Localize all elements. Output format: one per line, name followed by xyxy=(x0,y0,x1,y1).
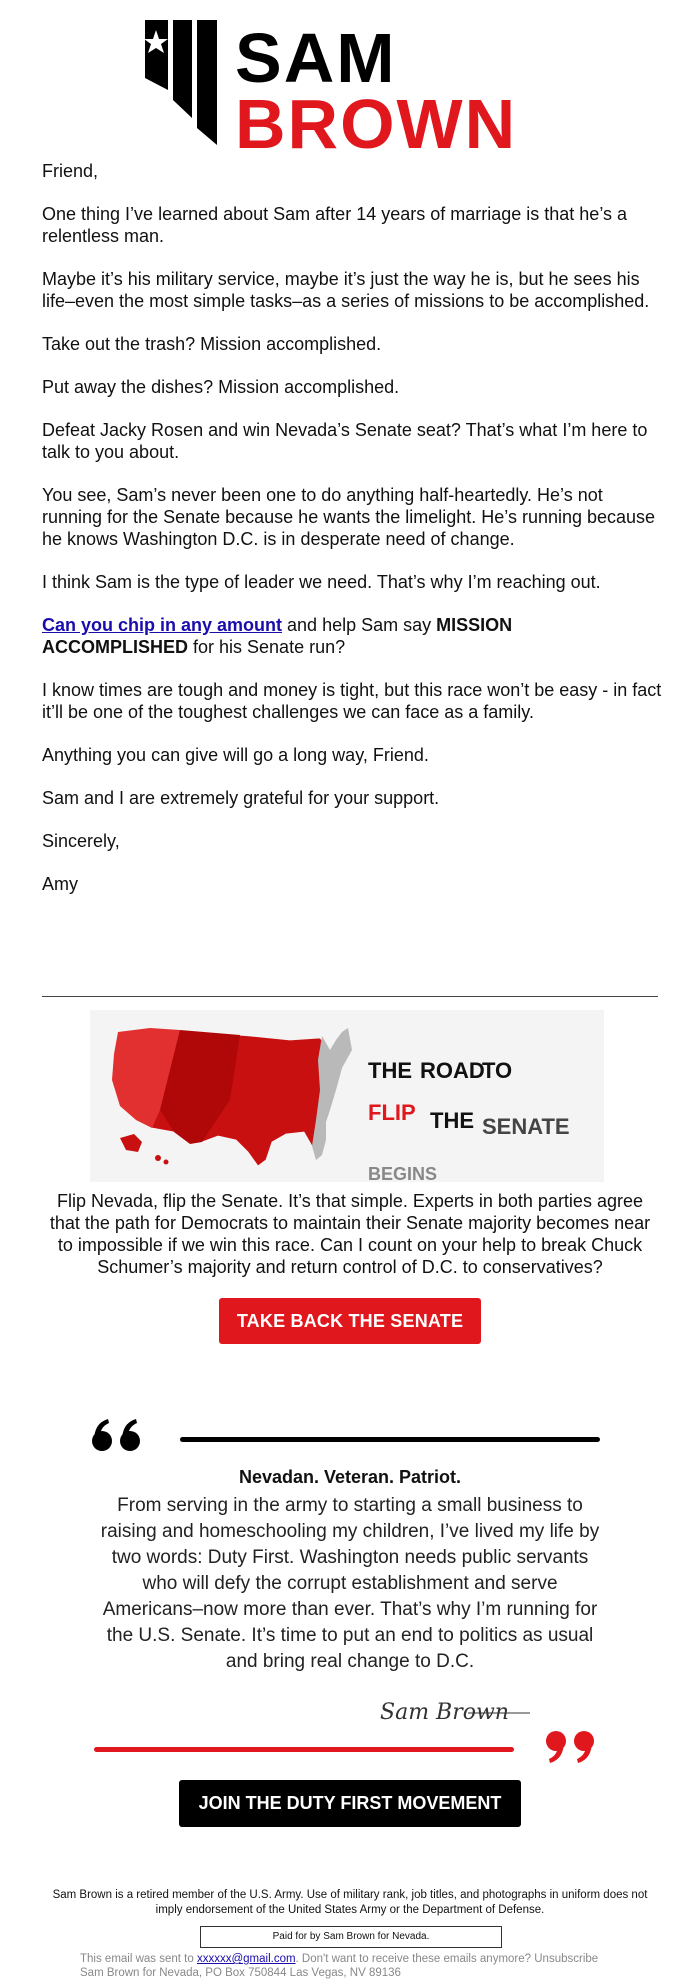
paragraph: Maybe it’s his military service, maybe it’s just the way he is, but he sees his life–even the most simple tasks–as a series of missions to be accomplished. xyxy=(42,269,650,311)
paragraph: I know times are tough and money is tight, but this race won’t be easy - in fact it’ll be one of the toughest challenges we can face as a family. xyxy=(42,680,662,722)
footer-address: Sam Brown for Nevada, PO Box 750844 Las Vegas, NV 89136 xyxy=(80,1967,401,1979)
quote-title: Nevadan. Veteran. Patriot. xyxy=(238,1467,462,1487)
banner-word-to: TO xyxy=(482,1058,513,1083)
paragraph: I think Sam is the type of leader we need. That’s why I’m reaching out. xyxy=(42,572,601,592)
sam-brown-signature: Sam Brown xyxy=(380,1700,509,1725)
letter-signature: Amy xyxy=(42,874,78,894)
logo-flag-stripe xyxy=(173,20,192,118)
paragraph: One thing I’ve learned about Sam after 14 years of marriage is that he’s a relentless man. xyxy=(42,204,627,246)
banner-word-senate: SENATE xyxy=(482,1114,570,1139)
paragraph: Sam and I are extremely grateful for your support. xyxy=(42,788,440,808)
quote-body: From serving in the army to starting a small business to raising and homeschooling my children, I’ve lived my life by two words: Duty First. Washington needs public servants who will defy the corrupt establishment and serve Americans–now more than ever. That’s why I’m running for the U.S. Senate. It’s time to put an end to politics as usual and bring real change to D.C. xyxy=(100,1495,600,1672)
quote-bottom-rule xyxy=(94,1747,514,1752)
recipient-email-link[interactable]: xxxxxx@gmail.com xyxy=(196,1953,296,1965)
take-back-senate-button[interactable]: TAKE BACK THE SENATE xyxy=(219,1298,481,1344)
flip-nevada-text: Flip Nevada, flip the Senate. It’s that simple. Experts in both parties agree that the path for Democrats to maintain their Senate majority becomes near to impossible if we win this race. Can I count on your help to break Chuck Schumer’s majority and return control of D.C. to conservatives? xyxy=(49,1191,651,1277)
open-quote-icon xyxy=(92,1419,140,1451)
logo-flag-stripe xyxy=(197,20,217,145)
logo-line2: BROWN xyxy=(235,85,518,155)
military-disclaimer: Sam Brown is a retired member of the U.S. Army. Use of military rank, job titles, and photographs in uniform does not imply endorsement of the United States Army or the Department of Defense. xyxy=(52,1889,648,1916)
logo-flag-stripe xyxy=(145,20,168,90)
paragraph: Anything you can give will go a long way, Friend. xyxy=(42,745,429,765)
quote-bottom-decoration xyxy=(90,1695,610,1765)
quote-top-decoration xyxy=(90,1415,610,1465)
banner-word-flip: FLIP xyxy=(368,1100,416,1125)
mission-accomplished-bold: MISSION ACCOMPLISHED xyxy=(42,615,513,657)
flip-senate-banner-image[interactable] xyxy=(90,1010,604,1182)
section-divider xyxy=(42,996,658,997)
banner-word-the2: THE xyxy=(430,1108,474,1133)
unsubscribe-text[interactable]: . Don't want to receive these emails anymore? Unsubscribe xyxy=(295,1953,599,1965)
paragraph: You see, Sam’s never been one to do anything half-heartedly. He’s not running for the Senate because he wants the limelight. He’s running because he knows Washington D.C. is in desperate need of change. xyxy=(42,485,656,549)
greeting: Friend, xyxy=(42,161,99,181)
paid-for-box: Paid for by Sam Brown for Nevada. xyxy=(200,1926,502,1948)
paragraph: Defeat Jacky Rosen and win Nevada’s Senate seat? That’s what I’m here to talk to you about. xyxy=(42,420,648,462)
map-hawaii xyxy=(155,1155,161,1161)
banner-word-begins: BEGINS xyxy=(368,1164,438,1182)
join-duty-first-button[interactable]: JOIN THE DUTY FIRST MOVEMENT xyxy=(179,1780,521,1827)
footer-sent-prefix: This email was sent to xyxy=(80,1953,197,1965)
closing: Sincerely, xyxy=(42,831,120,851)
banner-word-the: THE xyxy=(368,1058,412,1083)
logo-line1: SAM xyxy=(235,20,397,97)
banner-word-road: ROAD xyxy=(420,1058,485,1083)
letter-body xyxy=(42,160,662,916)
chip-in-link[interactable]: Can you chip in any amount xyxy=(42,615,283,635)
email-footer xyxy=(80,1952,680,1980)
quote-block xyxy=(90,1415,610,1765)
donate-text-mid: and help Sam say xyxy=(282,615,437,635)
paragraph: Put away the dishes? Mission accomplished. xyxy=(42,377,400,397)
donate-text-end: for his Senate run? xyxy=(188,637,346,657)
paragraph: Take out the trash? Mission accomplished. xyxy=(42,334,382,354)
close-quote-icon xyxy=(546,1731,594,1763)
donate-paragraph xyxy=(42,614,662,658)
quote-top-rule xyxy=(180,1437,600,1442)
sam-brown-logo xyxy=(140,20,560,155)
